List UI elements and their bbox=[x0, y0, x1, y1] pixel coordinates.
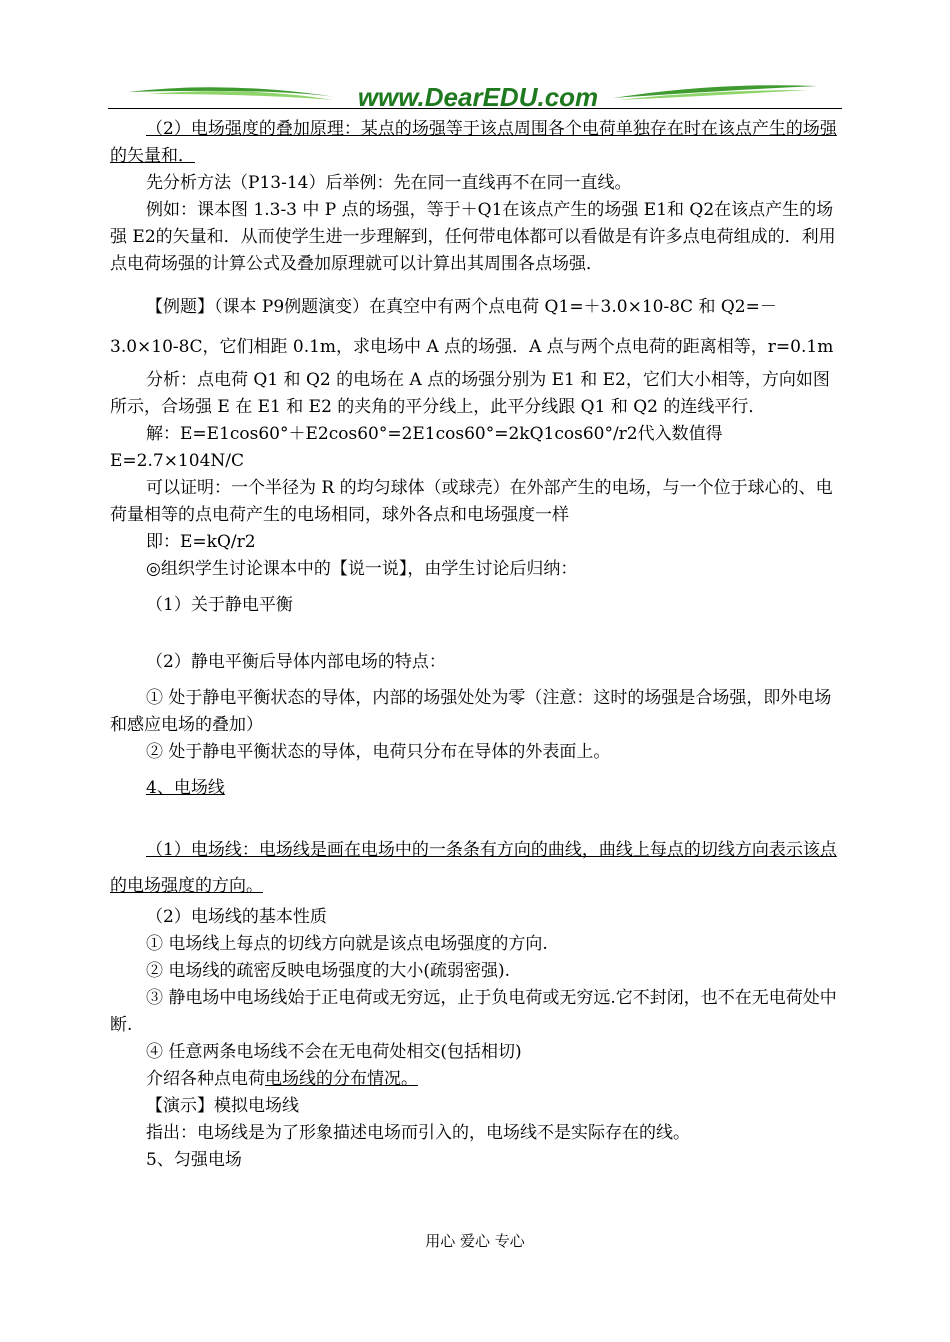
page-footer: 用心 爱心 专心 bbox=[425, 1232, 525, 1250]
section-electric-field-lines: 4、电场线 bbox=[146, 778, 225, 798]
property-four: ④ 任意两条电场线不会在无电荷处相交(包括相切) bbox=[146, 1042, 522, 1062]
property-two: ② 电场线的疏密反映电场强度的大小(疏弱密强). bbox=[146, 961, 511, 981]
swoosh-logo-graphic bbox=[108, 76, 842, 112]
example-p-point: 例如：课本图 1.3-3 中 P 点的场强，等于＋Q1在该点产生的场强 E1和 Q2在该点产生的场强 E2的矢量和．从而使学生进一步理解到，任何带电体都可以看做是有许多点电荷组成的．利用点电荷场强的计算公式及叠加原理就可以计算出其周围各点场强． bbox=[110, 200, 836, 274]
demo-line: 【演示】模拟电场线 bbox=[146, 1096, 299, 1116]
site-header-logo bbox=[108, 76, 842, 112]
electrostatic-equilibrium-heading: （1）关于静电平衡 bbox=[146, 595, 293, 615]
example-problem: 【例题】（课本 P9例题演变）在真空中有两个点电荷 Q1=＋3.0×10-8C 和 Q2=－3.0×10-8C，它们相距 0.1m，求电场中 A 点的场强．A 点与两个点电荷的距离相等，r=0.1m bbox=[110, 297, 834, 357]
analysis-paragraph: 分析：点电荷 Q1 和 Q2 的电场在 A 点的场强分别为 E1 和 E2，它们大小相等，方向如图所示，合场强 E 在 E1 和 E2 的夹角的平分线上，此平分线跟 Q1 和 Q2 的连线平行． bbox=[110, 370, 830, 417]
property-three: ③ 静电场中电场线始于正电荷或无穷远，止于负电荷或无穷远.它不封闭，也不在无电荷处中断. bbox=[110, 988, 837, 1035]
note-line: 指出：电场线是为了形象描述电场而引入的，电场线不是实际存在的线。 bbox=[146, 1123, 690, 1143]
formula-line: 即：E=kQ/r2 bbox=[146, 532, 256, 552]
document-body bbox=[110, 116, 842, 1174]
superposition-principle: （2）电场强度的叠加原理：某点的场强等于该点周围各个电荷单独存在时在该点产生的场强的矢量和． bbox=[110, 119, 837, 166]
proof-paragraph: 可以证明：一个半径为 R 的均匀球体（或球壳）在外部产生的电场，与一个位于球心的、电荷量相等的点电荷产生的电场相同，球外各点和电场强度一样 bbox=[110, 478, 833, 525]
point-one: ① 处于静电平衡状态的导体，内部的场强处处为零（注意：这时的场强是合场强，即外电场和感应电场的叠加） bbox=[110, 688, 832, 735]
section-uniform-field: 5、匀强电场 bbox=[146, 1150, 242, 1170]
header-rule bbox=[108, 108, 842, 109]
solution-paragraph: 解：E=E1cos60°＋E2cos60°=2E1cos60°=2kQ1cos60°/r2代入数值得 E=2.7×104N/C bbox=[110, 424, 723, 471]
discussion-line: ◎组织学生讨论课本中的【说一说】，由学生讨论后归纳： bbox=[146, 559, 578, 579]
property-one: ① 电场线上每点的切线方向就是该点电场强度的方向. bbox=[146, 934, 548, 954]
field-line-definition: （1）电场线：电场线是画在电场中的一条条有方向的曲线，曲线上每点的切线方向表示该点的电场强度的方向。 bbox=[110, 840, 837, 896]
distribution-intro: 介绍各种点电荷 bbox=[146, 1069, 265, 1089]
field-line-properties-heading: （2）电场线的基本性质 bbox=[146, 907, 327, 927]
field-line-distribution bbox=[110, 1066, 842, 1093]
analysis-method: 先分析方法（P13-14）后举例：先在同一直线再不在同一直线。 bbox=[146, 173, 632, 193]
inner-field-heading: （2）静电平衡后导体内部电场的特点： bbox=[146, 652, 446, 672]
site-logo-text: www.DearEDU.com bbox=[357, 82, 599, 112]
distribution-underlined: 电场线的分布情况。 bbox=[265, 1069, 418, 1089]
point-two: ② 处于静电平衡状态的导体，电荷只分布在导体的外表面上。 bbox=[146, 742, 611, 762]
